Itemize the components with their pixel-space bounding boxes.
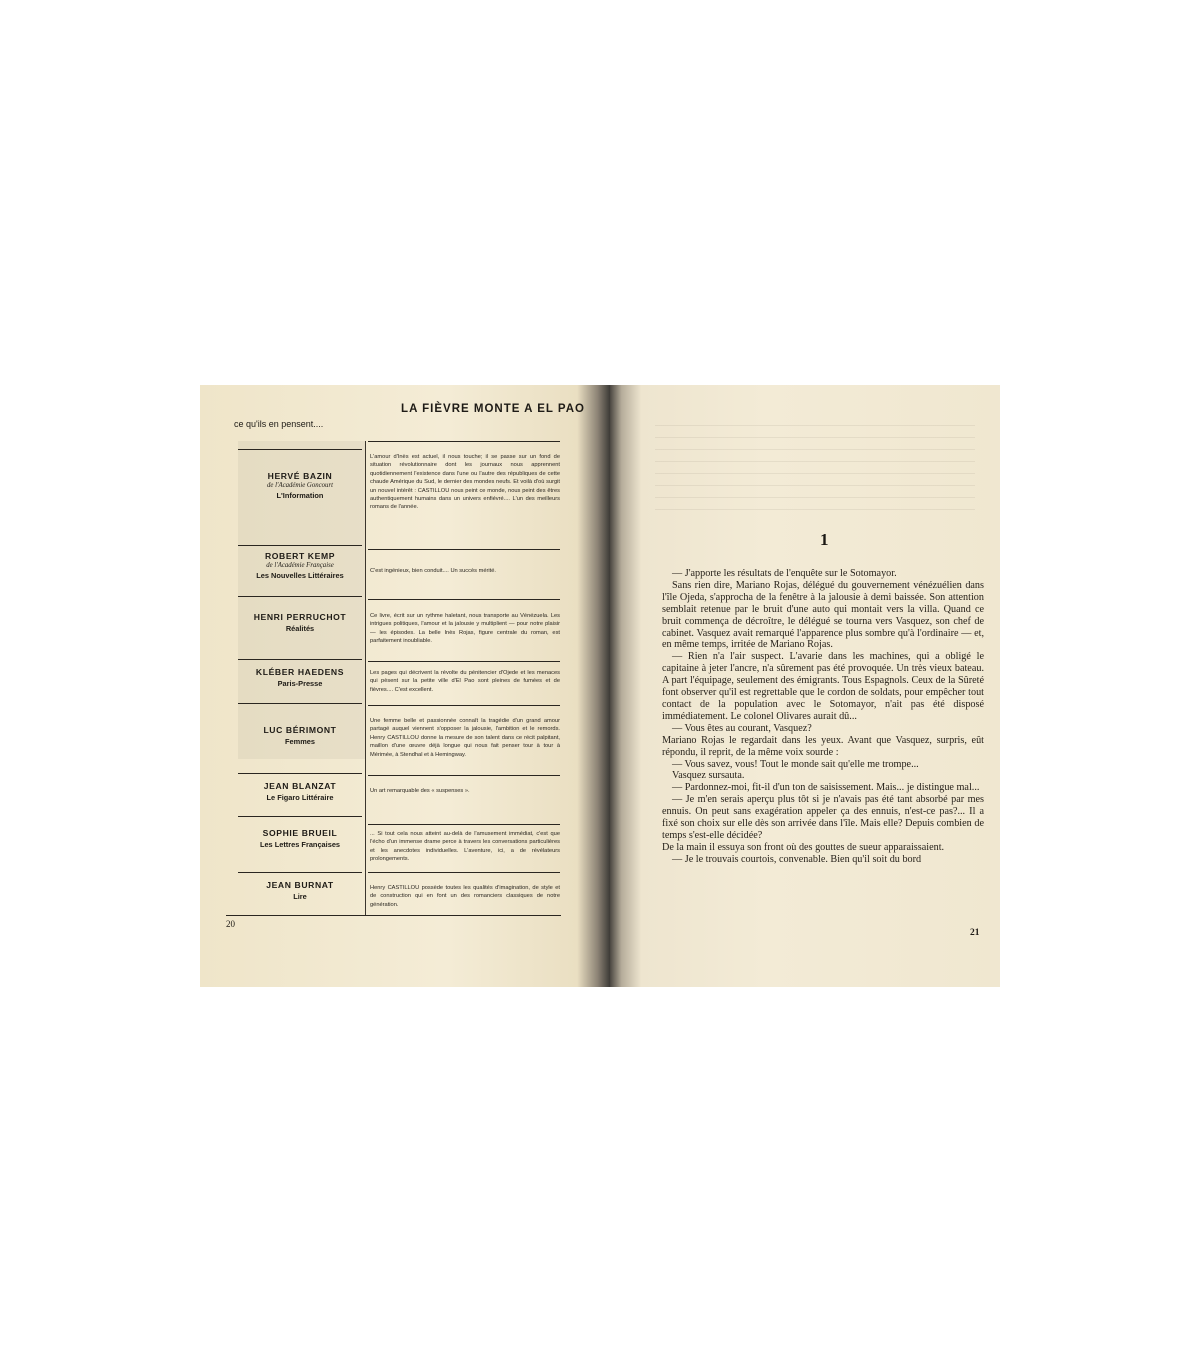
critic: [238, 703, 362, 746]
quote-rule: [368, 872, 560, 873]
book-title: LA FIÈVRE MONTE A EL PAO: [401, 403, 585, 415]
critic-role: de l'Académie Française: [266, 562, 334, 569]
bleed-through-text: [655, 425, 975, 515]
review-quote: Un art remarquable des « suspenses ».: [370, 788, 470, 794]
critic: [238, 872, 362, 901]
paragraph: — J'apporte les résultats de l'enquête sur le Sotomayor.: [672, 568, 897, 579]
column-divider: [365, 441, 366, 916]
critic-publication: Le Figaro Littéraire: [266, 793, 334, 802]
critic-role: de l'Académie Goncourt: [266, 482, 333, 489]
review-quote: C'est ingénieux, bien conduit.... Un succès mérité.: [370, 568, 496, 574]
critic: [238, 773, 362, 802]
paragraph: Sans rien dire, Mariano Rojas, délégué du gouvernement vénézuélien dans l'île Ojeda, s'approcha de la fenêtre à la jalousie à demi baissée. Son attention semblait retenue par le bruit d'une auto qui montait vers la villa. Quand ce bruit commença de décroître, le délégué se tourna vers Vasquez, son chef de cabinet. Vasquez avait remarqué l'apparence plus sombre qu'à l'ordinaire — et, en même temps, irritée de Mariano Rojas.: [662, 579, 984, 651]
critic: [238, 545, 362, 580]
critic-name: ROBERT KEMP: [264, 551, 336, 561]
chapter-number: 1: [820, 530, 829, 549]
bottom-rule: [226, 915, 561, 916]
critic: [238, 596, 362, 633]
quote-rule: [368, 549, 560, 550]
critic-name: JEAN BURNAT: [266, 880, 334, 890]
paragraph: — Vous savez, vous! Tout le monde sait qu'elle me trompe...: [672, 758, 919, 770]
critic-name: HENRI PERRUCHOT: [253, 612, 347, 622]
critic-rule: [238, 659, 362, 660]
reviews-subtitle: ce qu'ils en pensent....: [234, 419, 324, 429]
paragraph: — Pardonnez-moi, fit-il d'un ton de saisissement. Mais... je distingue mal...: [672, 782, 980, 794]
critic-rule: [238, 703, 362, 704]
quote-rule: [368, 441, 560, 442]
critic-publication: Les Lettres Françaises: [259, 840, 341, 849]
paragraph: — Je le trouvais courtois, convenable. Bien qu'il soit du bord: [672, 853, 922, 865]
paragraph: Mariano Rojas le regardait dans les yeux. Avant que Vasquez, surpris, eût répondu, il reprit, de la même voix sourde :: [662, 734, 984, 758]
critic-rule: [238, 773, 362, 774]
critic-publication: Femmes: [285, 737, 315, 746]
review-quote: Ce livre, écrit sur un rythme haletant, nous transporte au Vénézuela. Les intrigues politiques, l'amour et la jalousie y multiplient — pour notre plaisir — les épisodes. La belle Inès Rojas, figure centrale du roman, est parfaitement inoubliable.: [370, 613, 560, 645]
page-number-left: 20: [226, 919, 235, 929]
critic-name: JEAN BLANZAT: [263, 781, 337, 791]
critic-publication: Réalités: [285, 624, 315, 633]
critic-rule: [238, 872, 362, 873]
review-quote: L'amour d'Inès est actuel, il nous touche; il se passe sur un fond de situation révolutionnaire dont les journaux nous apprennent quotidiennement l'existence dans l'une ou l'autre des républiques de cette chaude Amérique du Sud, le dernier des mondes neufs. Et voilà d'où surgit un nouvel intérêt : CASTILLOU nous peint ce monde, nous peint des êtres authentiquement humains dans un univers enfiévré.... L'un des meilleurs romans de l'année.: [370, 454, 560, 511]
paragraph: De la main il essuya son front où des gouttes de sueur apparaissaient.: [662, 841, 945, 853]
review-quote: ... Si tout cela nous atteint au-delà de l'amusement immédiat, c'est que l'écho d'un immense drame perce à travers les conversations particulières et les anecdotes individuelles. L'aventure, ici, a de révélateurs prolongements.: [370, 831, 560, 863]
quote-rule: [368, 824, 560, 825]
critic-publication: Paris-Presse: [277, 679, 323, 688]
critic-publication: Lire: [293, 892, 307, 901]
critic-name: KLÉBER HAEDENS: [255, 667, 345, 677]
critic-rule: [238, 816, 362, 817]
paragraph: — Vous êtes au courant, Vasquez?: [672, 722, 812, 734]
page-number-right: 21: [970, 928, 980, 938]
critic-rule: [238, 596, 362, 597]
critic-publication: Les Nouvelles Littéraires: [256, 571, 344, 580]
chapter-text: [662, 568, 984, 866]
review-quote: Les pages qui décrivent la révolte du pénitencier d'Ojede et les menaces qui pèsent sur la petite ville d'El Pao sont pleines de fumées et de fièvres.... C'est excellent.: [370, 670, 560, 693]
critic-name: LUC BÉRIMONT: [263, 725, 337, 735]
critic: [238, 659, 362, 688]
critic-rule: [238, 545, 362, 546]
review-quote: Une femme belle et passionnée connaît la tragédie d'un grand amour partagé auquel viennent s'opposer la jalousie, l'ambition et le remords. Henry CASTILLOU donne la mesure de son talent dans ce récit palpitant, maillon d'une œuvre déjà longue qui nous fait penser tour à tour à Mérimée, à Stendhal et à Hemingway.: [370, 718, 560, 758]
quote-rule: [368, 599, 560, 600]
critic-rule: [238, 449, 362, 450]
critic: [238, 449, 362, 500]
critic-name: HERVÉ BAZIN: [267, 471, 333, 481]
quote-rule: [368, 775, 560, 776]
book-spread: [200, 385, 1000, 987]
quote-rule: [368, 661, 560, 662]
quote-rule: [368, 705, 560, 706]
paragraph: — Rien n'a l'air suspect. L'avarie dans les machines, qui a obligé le capitaine à jeter l'ancre, n'a sûrement pas été provoquée. Un très vieux bateau. A part l'équipage, seulement des émigrants. Tous Espagnols. Ceux de la Sûreté font observer qu'il est regrettable que le cordon de soldats, pour empêcher tout contact de la population avec le Sotomayor, n'ait pas été disposé immédiatement. Le colonel Olivares aurait dû...: [662, 651, 984, 722]
critic-publication: L'Information: [276, 491, 324, 500]
critic-name: SOPHIE BRUEIL: [262, 828, 338, 838]
paragraph: — Je m'en serais aperçu plus tôt si je n'avais pas été tant absorbé par mes ennuis. On peut sans exagération appeler ça des ennuis, n'est-ce pas?... Il a fixé son choix sur elle dès son arrivée dans l'île. Mais elle? Depuis combien de temps s'est-elle décidée?: [662, 794, 984, 841]
review-quote: Henry CASTILLOU possède toutes les qualités d'imagination, de style et de construction qui en font un des romanciers classiques de notre génération.: [370, 885, 560, 908]
critic: [238, 816, 362, 849]
paragraph: Vasquez sursauta.: [672, 770, 745, 782]
left-page: [200, 385, 610, 987]
